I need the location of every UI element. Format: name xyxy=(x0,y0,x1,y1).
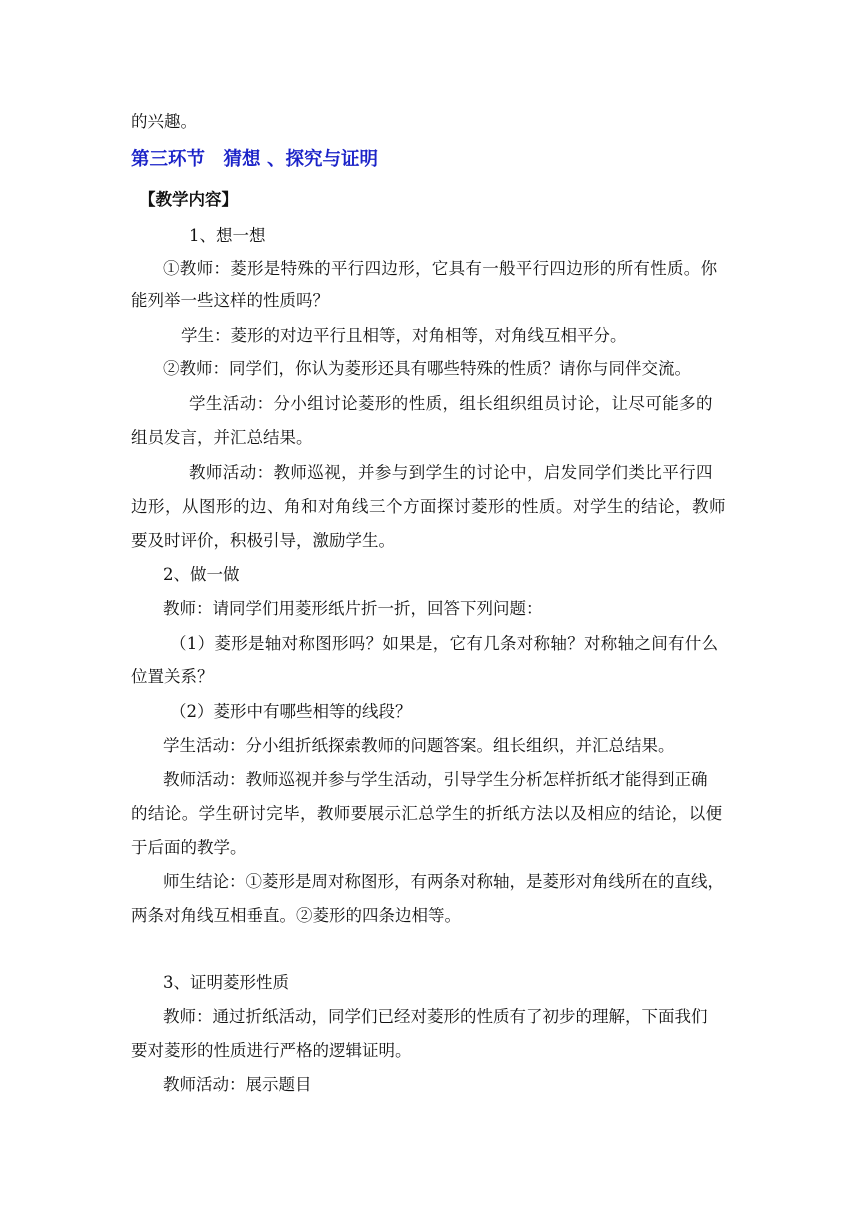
paragraph-line: 组员发言，并汇总结果。 xyxy=(131,428,313,447)
paragraph-line: 边形，从图形的边、角和对角线三个方面探讨菱形的性质。对学生的结论，教师 xyxy=(131,497,726,516)
subsection-label: 【教学内容】 xyxy=(139,190,238,209)
paragraph-line: 学生活动：分小组讨论菱形的性质，组长组织组员讨论，让尽可能多的 xyxy=(189,394,713,413)
paragraph-line: 要及时评价，积极引导，激励学生。 xyxy=(131,531,395,550)
paragraph-line: ①教师：菱形是特殊的平行四边形，它具有一般平行四边形的所有性质。你 xyxy=(163,259,718,278)
section-heading: 第三环节 猜想 、探究与证明 xyxy=(131,149,378,170)
paragraph-line: 能列举一些这样的性质吗？ xyxy=(131,291,329,310)
paragraph-line: 教师活动：展示题目 xyxy=(163,1075,312,1094)
paragraph-line: 位置关系？ xyxy=(131,667,214,686)
list-item-heading: 1、想一想 xyxy=(189,226,266,245)
paragraph-line: （2）菱形中有哪些相等的线段？ xyxy=(170,702,412,721)
list-item-heading: 2、做一做 xyxy=(163,565,240,584)
list-item-heading: 3、证明菱形性质 xyxy=(163,973,289,992)
paragraph-line: 师生结论：①菱形是周对称图形，有两条对称轴，是菱形对角线所在的直线， xyxy=(163,872,724,891)
paragraph-line: （1）菱形是轴对称图形吗？如果是，它有几条对称轴？对称轴之间有什么 xyxy=(170,634,719,653)
paragraph-line: 教师活动：教师巡视，并参与到学生的讨论中，启发同学们类比平行四 xyxy=(189,463,713,482)
paragraph-line: ②教师：同学们，你认为菱形还具有哪些特殊的性质？请你与同伴交流。 xyxy=(163,359,691,378)
paragraph-line: 要对菱形的性质进行严格的逻辑证明。 xyxy=(131,1041,412,1060)
paragraph-line: 学生：菱形的对边平行且相等，对角相等，对角线互相平分。 xyxy=(181,326,627,345)
paragraph-line: 教师：请同学们用菱形纸片折一折，回答下列问题： xyxy=(163,599,543,618)
paragraph-line: 的兴趣。 xyxy=(131,112,197,131)
paragraph-line: 两条对角线互相垂直。②菱形的四条边相等。 xyxy=(131,906,461,925)
paragraph-line: 学生活动：分小组折纸探索教师的问题答案。组长组织，并汇总结果。 xyxy=(163,736,675,755)
paragraph-line: 教师活动：教师巡视并参与学生活动，引导学生分析怎样折纸才能得到正确 xyxy=(163,770,708,789)
paragraph-line: 教师：通过折纸活动，同学们已经对菱形的性质有了初步的理解，下面我们 xyxy=(163,1007,708,1026)
paragraph-line: 的结论。学生研讨完毕，教师要展示汇总学生的折纸方法以及相应的结论，以便 xyxy=(131,804,723,823)
paragraph-line: 于后面的教学。 xyxy=(131,838,247,857)
